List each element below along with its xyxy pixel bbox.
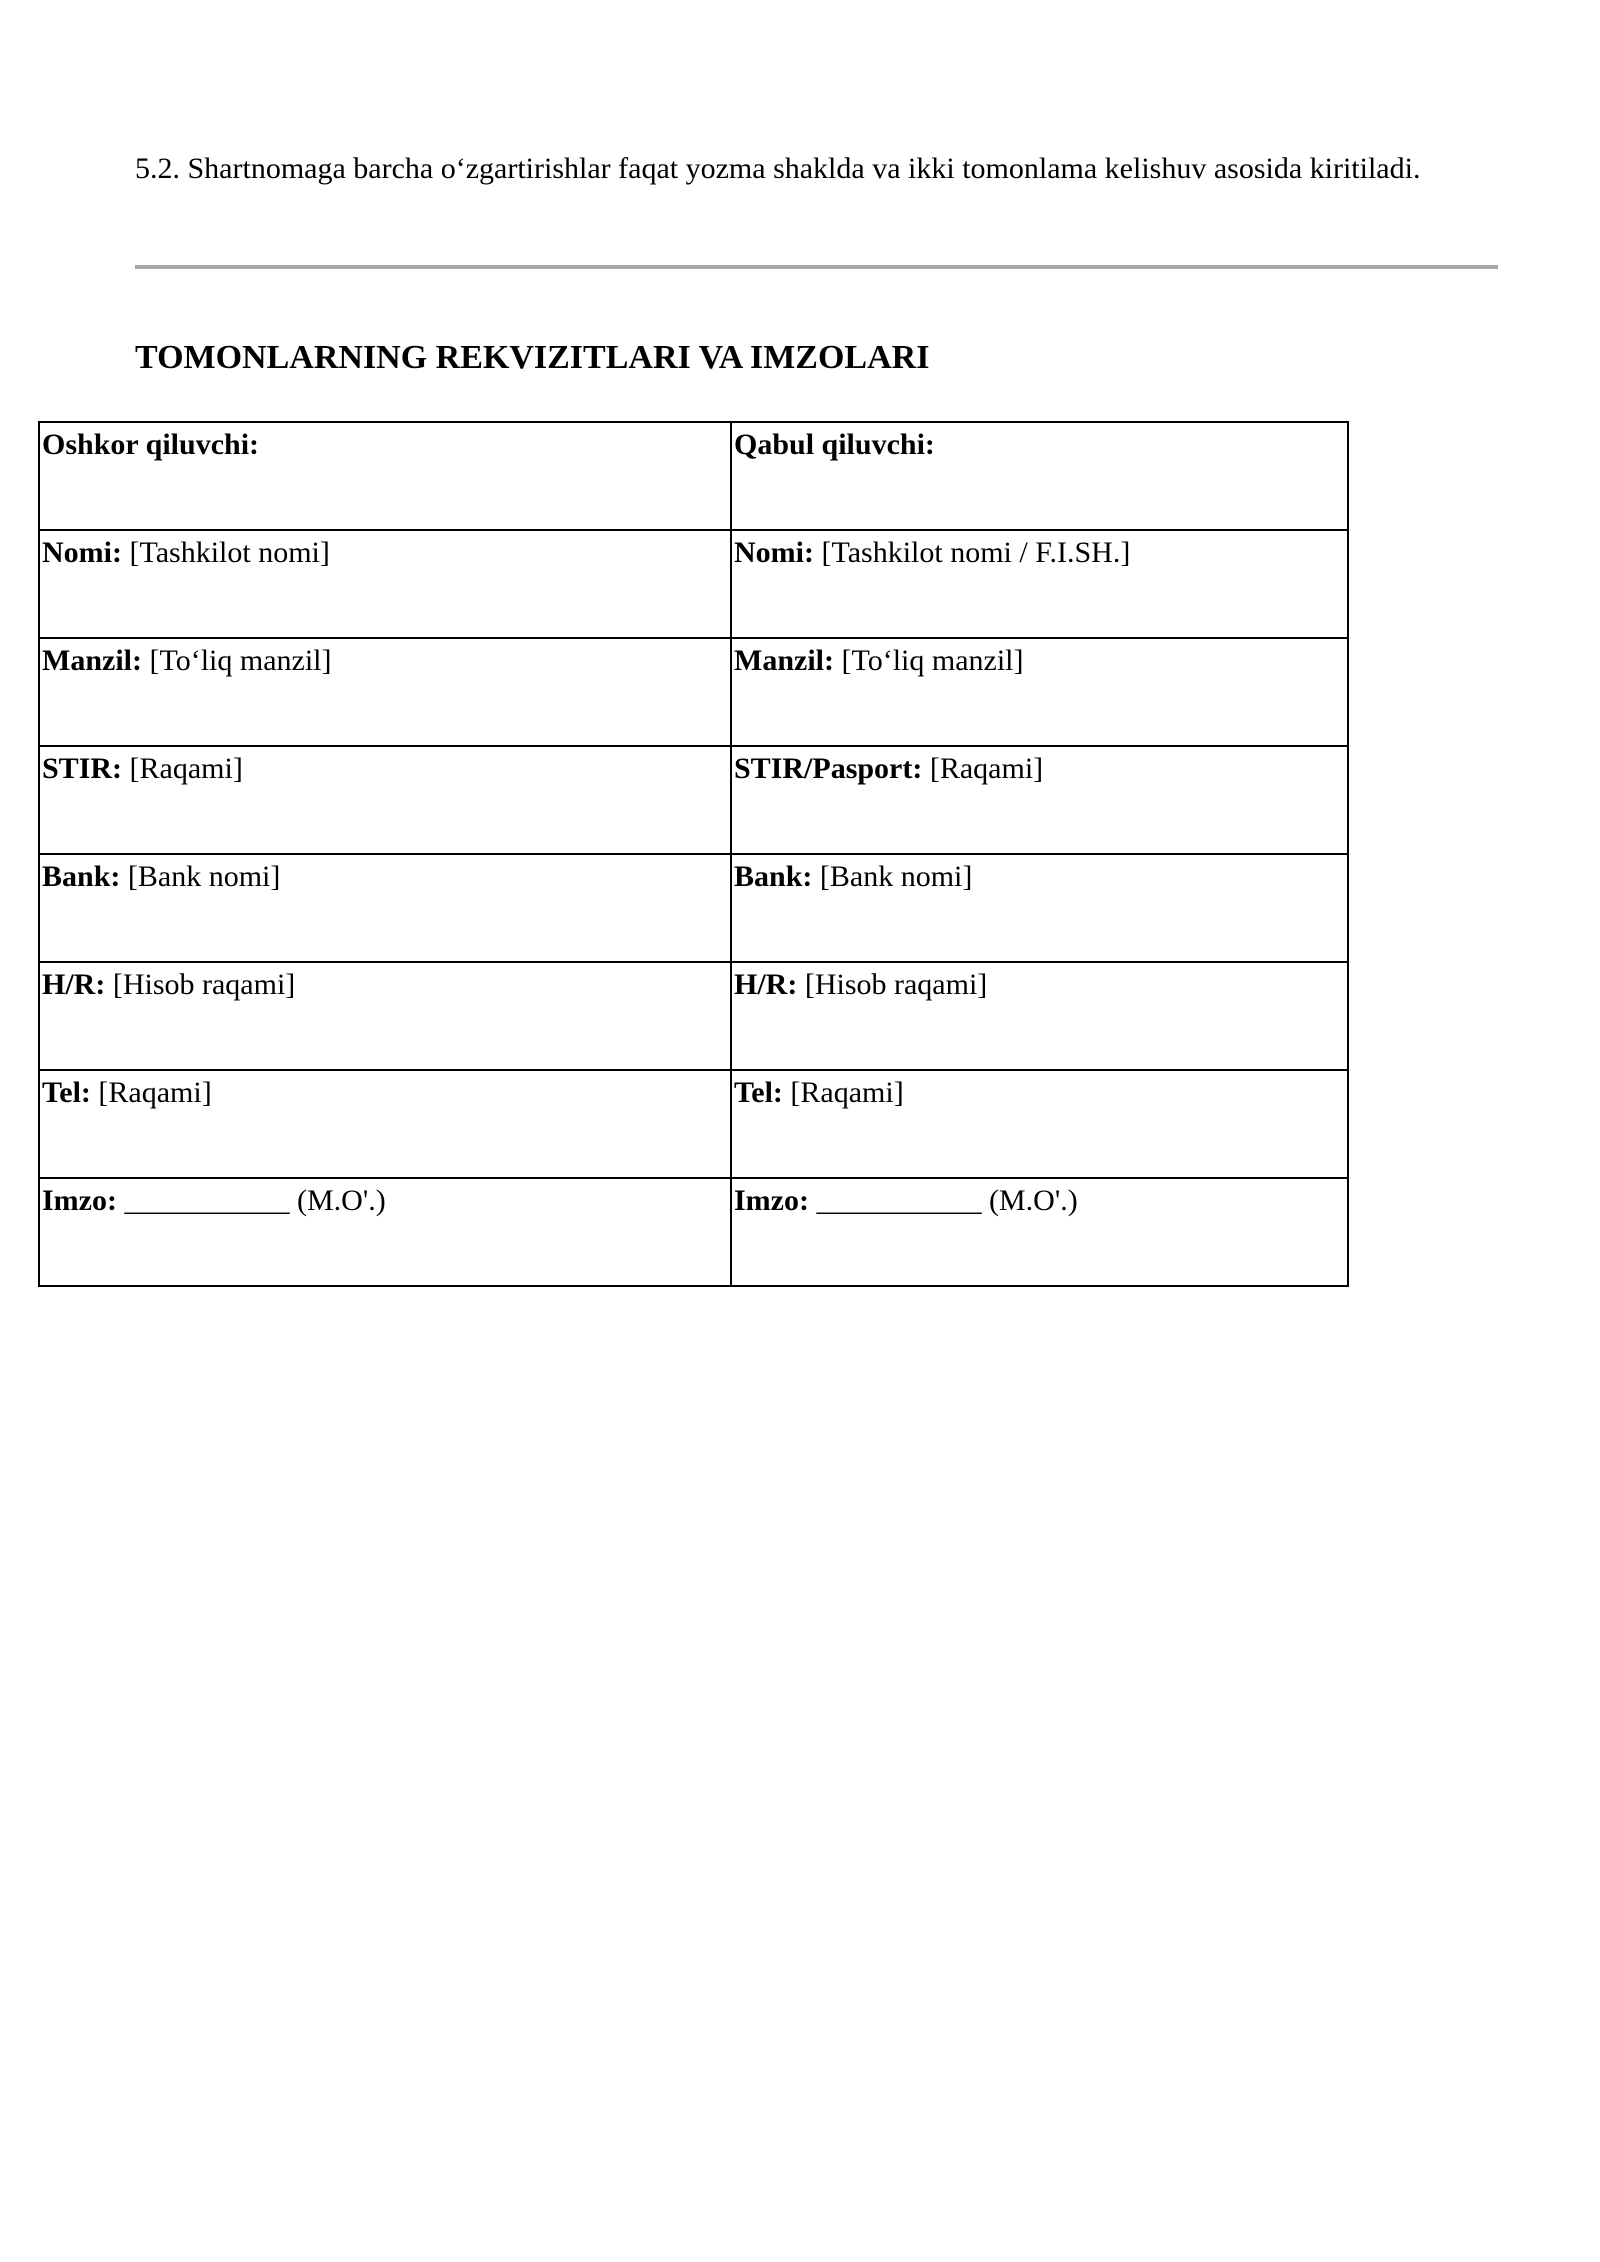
cell-label: Oshkor qiluvchi: <box>42 428 260 461</box>
cell-label: Tel: <box>734 1076 783 1109</box>
discloser-phone-cell <box>39 1070 731 1178</box>
cell-label: Bank: <box>734 860 813 893</box>
cell-value: [Raqami] <box>122 752 243 785</box>
requisites-table <box>38 421 1349 1287</box>
cell-value: [Bank nomi] <box>120 860 281 893</box>
cell-value: [Raqami] <box>782 1076 904 1109</box>
cell-label: Nomi: <box>734 536 814 569</box>
cell-label: H/R: <box>42 968 106 1001</box>
cell-value: [To‘liq manzil] <box>833 644 1024 677</box>
receiver-address-cell <box>731 638 1348 746</box>
cell-value: ___________ (M.O'.) <box>116 1184 386 1217</box>
table-row-signature <box>39 1178 1348 1286</box>
table-row-address <box>39 638 1348 746</box>
receiver-phone-cell <box>731 1070 1348 1178</box>
table-row-phone <box>39 1070 1348 1178</box>
cell-value: ___________ (M.O'.) <box>808 1184 1078 1217</box>
receiver-header-cell <box>731 422 1348 530</box>
cell-label: H/R: <box>734 968 798 1001</box>
discloser-name-cell <box>39 530 731 638</box>
cell-label: Nomi: <box>42 536 122 569</box>
discloser-address-cell <box>39 638 731 746</box>
table-row-tax-id <box>39 746 1348 854</box>
table-row-name <box>39 530 1348 638</box>
cell-label: Imzo: <box>42 1184 117 1217</box>
cell-value: [Raqami] <box>90 1076 212 1109</box>
cell-label: Manzil: <box>42 644 142 677</box>
receiver-name-cell <box>731 530 1348 638</box>
receiver-account-cell <box>731 962 1348 1070</box>
cell-value: [Hisob raqami] <box>105 968 296 1001</box>
table-row-account <box>39 962 1348 1070</box>
discloser-tax-id-cell <box>39 746 731 854</box>
cell-value: [Raqami] <box>922 752 1044 785</box>
cell-value: [Hisob raqami] <box>797 968 988 1001</box>
cell-label: STIR/Pasport: <box>734 752 923 785</box>
receiver-tax-id-cell <box>731 746 1348 854</box>
section-divider <box>135 265 1498 269</box>
cell-label: Bank: <box>42 860 121 893</box>
cell-value: [To‘liq manzil] <box>141 644 332 677</box>
cell-label: Manzil: <box>734 644 834 677</box>
discloser-signature-cell <box>39 1178 731 1286</box>
table-row-bank <box>39 854 1348 962</box>
clause-5-2-paragraph: 5.2. Shartnomaga barcha o‘zgartirishlar faqat yozma shaklda va ikki tomonlama kelishuv asosida kiritiladi. <box>135 152 1421 185</box>
cell-label: STIR: <box>42 752 123 785</box>
discloser-account-cell <box>39 962 731 1070</box>
cell-label: Imzo: <box>734 1184 809 1217</box>
table-row-party-headers <box>39 422 1348 530</box>
receiver-bank-cell <box>731 854 1348 962</box>
receiver-signature-cell <box>731 1178 1348 1286</box>
section-title: TOMONLARNING REKVIZITLARI VA IMZOLARI <box>135 339 930 376</box>
cell-value: [Tashkilot nomi] <box>121 536 330 569</box>
discloser-bank-cell <box>39 854 731 962</box>
cell-value: [Bank nomi] <box>812 860 973 893</box>
discloser-header-cell <box>39 422 731 530</box>
cell-label: Qabul qiluvchi: <box>734 428 935 461</box>
cell-value: [Tashkilot nomi / F.I.SH.] <box>813 536 1131 569</box>
cell-label: Tel: <box>42 1076 91 1109</box>
